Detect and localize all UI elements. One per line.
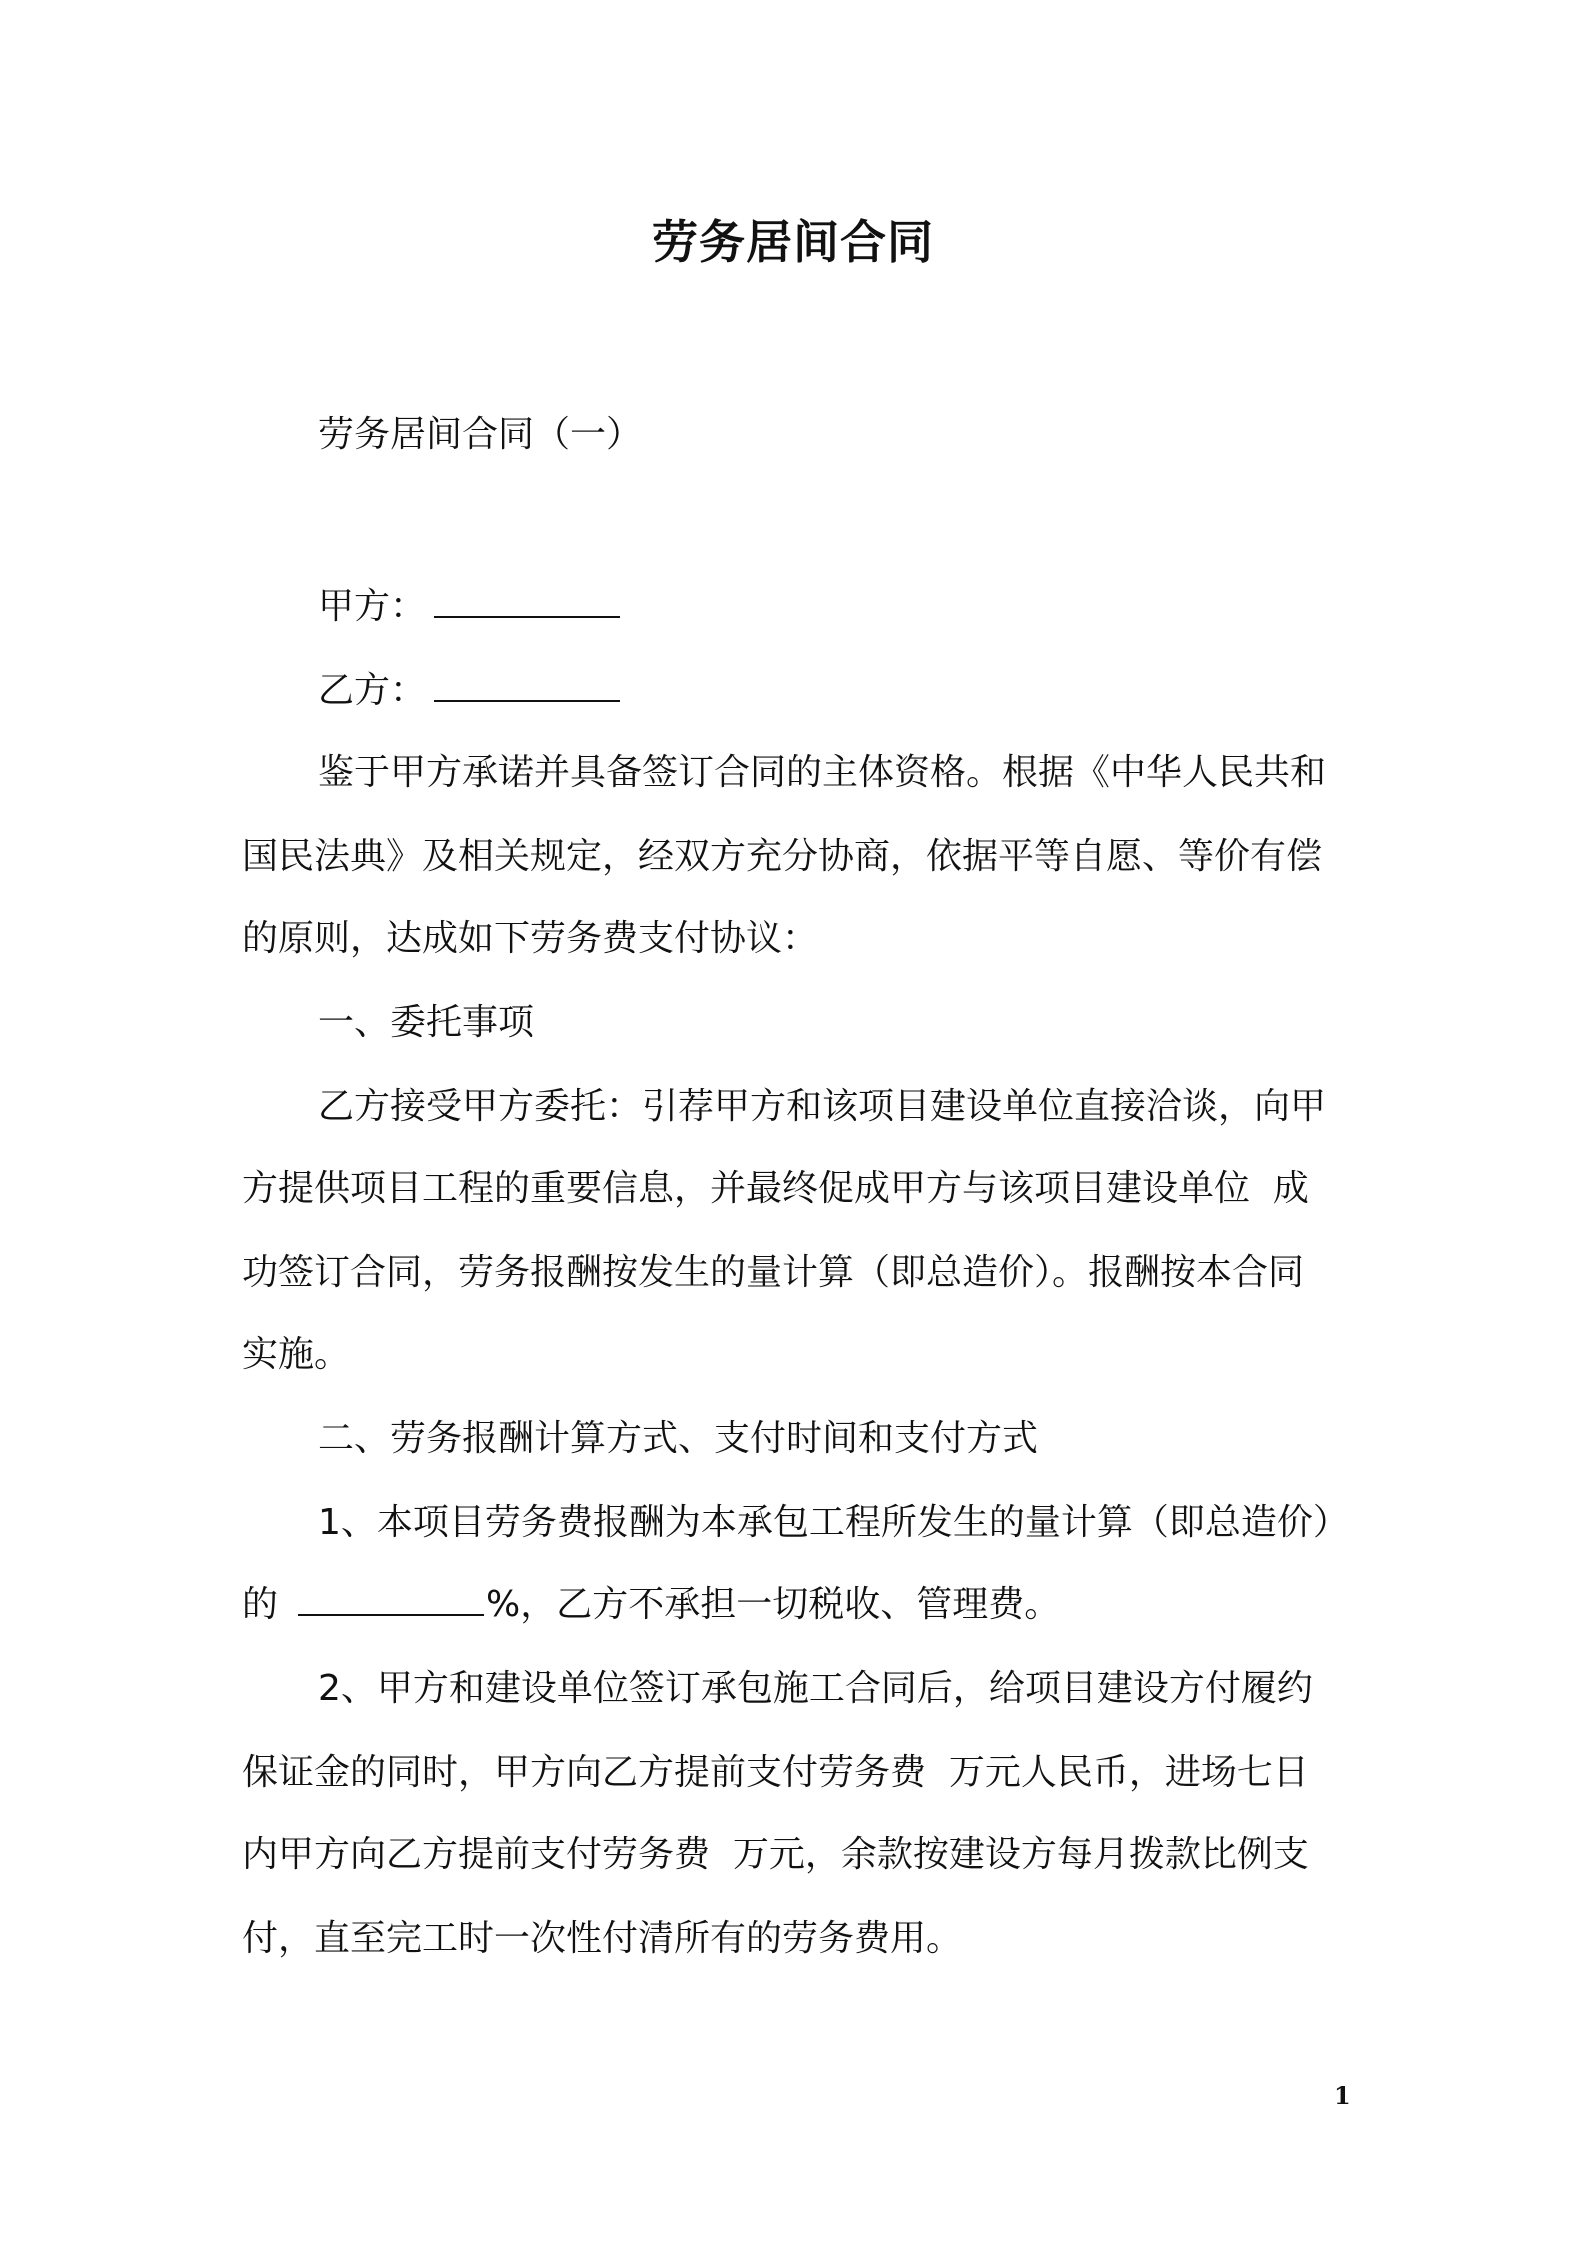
clause1-suffix: %，乙方不承担一切税收、管理费。: [486, 1584, 1061, 1625]
party-a-label: 甲方：: [318, 586, 427, 627]
clause2-line: 付，直至完工时一次性付清所有的劳务费用。: [242, 1918, 963, 1959]
clause2-line: 内甲方向乙方提前支付劳务费 万元，余款按建设方每月拨款比例支: [242, 1834, 1309, 1875]
clause1-line: [242, 1580, 1060, 1630]
percentage-blank: [298, 1580, 484, 1616]
page-number: 1: [1334, 2081, 1351, 2110]
section1-body-line: 功签订合同，劳务报酬按发生的量计算（即总造价）。报酬按本合同: [242, 1252, 1305, 1293]
intro-line: 的原则，达成如下劳务费支付协议：: [242, 918, 819, 959]
section1-heading: 一、委托事项: [318, 1002, 535, 1043]
section1-body-line: 方提供项目工程的重要信息，并最终促成甲方与该项目建设单位 成: [242, 1168, 1309, 1209]
section1-body-line: 实施。: [242, 1334, 351, 1375]
section1-body-line: 乙方接受甲方委托：引荐甲方和该项目建设单位直接洽谈，向甲: [318, 1086, 1327, 1127]
section2-heading: 二、劳务报酬计算方式、支付时间和支付方式: [318, 1418, 1039, 1459]
party-b-label: 乙方：: [318, 670, 427, 711]
party-a-blank: [434, 582, 620, 618]
intro-line: 鉴于甲方承诺并具备签订合同的主体资格。根据《中华人民共和: [318, 752, 1327, 793]
clause2-line: 2、甲方和建设单位签订承包施工合同后，给项目建设方付履约: [318, 1668, 1313, 1709]
intro-line: 国民法典》及相关规定，经双方充分协商，依据平等自愿、等价有偿: [242, 836, 1323, 877]
document-subtitle: 劳务居间合同（一）: [318, 414, 643, 455]
party-b-blank: [434, 666, 620, 702]
party-b-line: [318, 666, 620, 716]
clause2-line: 保证金的同时，甲方向乙方提前支付劳务费 万元人民币，进场七日: [242, 1752, 1309, 1793]
clause1-prefix: 的: [242, 1584, 279, 1625]
party-a-line: [318, 582, 620, 632]
clause1-line: 1、本项目劳务费报酬为本承包工程所发生的量计算（即总造价）: [318, 1502, 1349, 1543]
document-title: 劳务居间合同: [652, 215, 934, 269]
